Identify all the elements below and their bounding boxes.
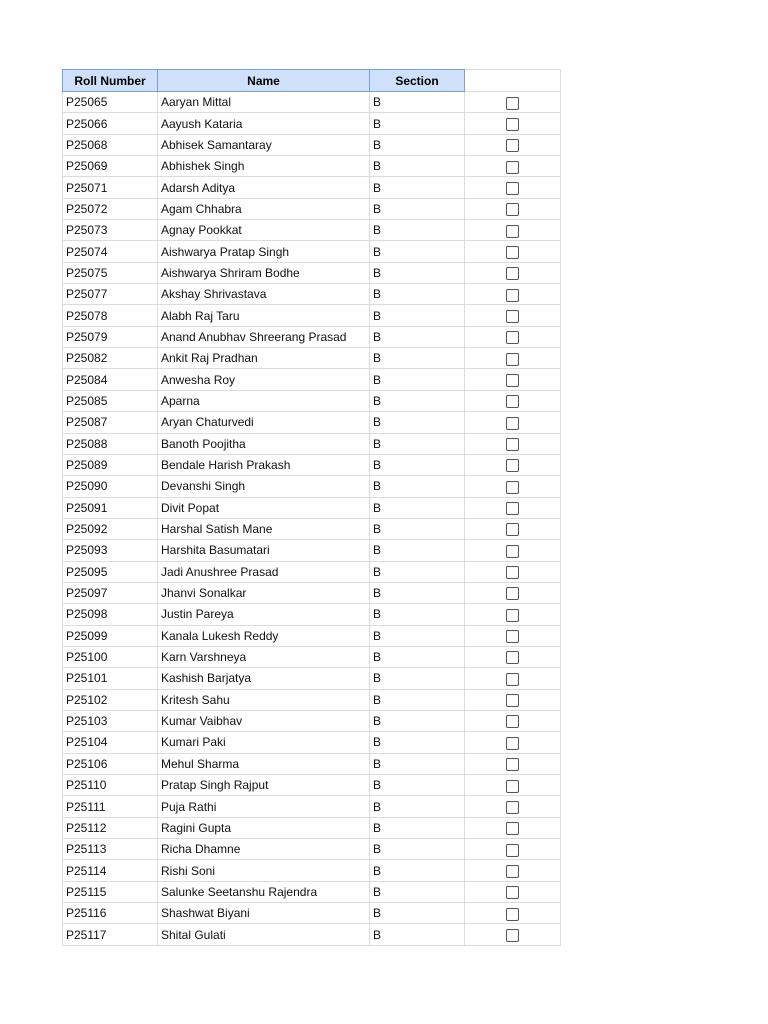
checkbox-cell [465,305,561,326]
section-cell: B [370,625,465,646]
attendance-checkbox-icon[interactable] [506,715,519,728]
roll-number-cell: P25088 [63,433,158,454]
student-name-cell: Rishi Soni [158,860,370,881]
roll-number-cell: P25110 [63,775,158,796]
checkbox-cell [465,177,561,198]
checkbox-cell [465,689,561,710]
checkbox-cell [465,476,561,497]
checkbox-cell [465,625,561,646]
attendance-checkbox-icon[interactable] [506,374,519,387]
roll-number-cell: P25116 [63,903,158,924]
roll-number-cell: P25079 [63,326,158,347]
attendance-checkbox-icon[interactable] [506,161,519,174]
attendance-checkbox-icon[interactable] [506,865,519,878]
checkbox-cell [465,326,561,347]
checkbox-cell [465,860,561,881]
attendance-checkbox-icon[interactable] [506,651,519,664]
roll-number-cell: P25090 [63,476,158,497]
checkbox-cell [465,348,561,369]
table-row [63,625,561,646]
table-row [63,881,561,902]
checkbox-cell [465,582,561,603]
attendance-checkbox-icon[interactable] [506,694,519,707]
checkbox-header [465,70,561,92]
section-cell: B [370,113,465,134]
section-cell: B [370,476,465,497]
student-name-cell: Aparna [158,390,370,411]
attendance-checkbox-icon[interactable] [506,673,519,686]
checkbox-cell [465,604,561,625]
section-cell: B [370,220,465,241]
table-row [63,497,561,518]
student-name-cell: Kanala Lukesh Reddy [158,625,370,646]
attendance-checkbox-icon[interactable] [506,139,519,152]
student-name-cell: Mehul Sharma [158,753,370,774]
table-row [63,92,561,113]
table-row [63,775,561,796]
checkbox-cell [465,561,561,582]
attendance-checkbox-icon[interactable] [506,566,519,579]
roll-number-cell: P25065 [63,92,158,113]
student-name-cell: Justin Pareya [158,604,370,625]
section-cell: B [370,134,465,155]
table-row [63,433,561,454]
roll-number-cell: P25084 [63,369,158,390]
attendance-checkbox-icon[interactable] [506,587,519,600]
student-name-cell: Shashwat Biyani [158,903,370,924]
checkbox-cell [465,903,561,924]
roll-number-cell: P25100 [63,646,158,667]
section-cell: B [370,177,465,198]
section-cell: B [370,903,465,924]
attendance-checkbox-icon[interactable] [506,822,519,835]
table-row [63,198,561,219]
checkbox-cell [465,796,561,817]
checkbox-cell [465,732,561,753]
attendance-checkbox-icon[interactable] [506,801,519,814]
roll-number-cell: P25068 [63,134,158,155]
attendance-checkbox-icon[interactable] [506,459,519,472]
section-cell: B [370,775,465,796]
checkbox-cell [465,497,561,518]
section-cell: B [370,433,465,454]
student-name-cell: Puja Rathi [158,796,370,817]
table-row [63,860,561,881]
checkbox-cell [465,710,561,731]
attendance-checkbox-icon[interactable] [506,630,519,643]
attendance-checkbox-icon[interactable] [506,929,519,942]
section-cell: B [370,284,465,305]
roll-number-cell: P25111 [63,796,158,817]
section-cell: B [370,497,465,518]
attendance-sheet [62,69,560,946]
table-row [63,732,561,753]
roll-number-cell: P25112 [63,817,158,838]
student-name-cell: Karn Varshneya [158,646,370,667]
checkbox-cell [465,881,561,902]
roll-number-cell: P25087 [63,412,158,433]
checkbox-cell [465,775,561,796]
attendance-checkbox-icon[interactable] [506,246,519,259]
student-name-cell: Kumari Paki [158,732,370,753]
roll-number-cell: P25075 [63,262,158,283]
checkbox-cell [465,113,561,134]
table-row [63,220,561,241]
roll-number-cell: P25103 [63,710,158,731]
table-row [63,582,561,603]
attendance-checkbox-icon[interactable] [506,353,519,366]
section-cell: B [370,326,465,347]
section-cell: B [370,198,465,219]
student-name-cell: Akshay Shrivastava [158,284,370,305]
attendance-checkbox-icon[interactable] [506,780,519,793]
section-cell: B [370,646,465,667]
table-row [63,540,561,561]
section-cell: B [370,540,465,561]
student-name-cell: Harshita Basumatari [158,540,370,561]
student-name-cell: Agnay Pookkat [158,220,370,241]
table-row [63,903,561,924]
roll-number-cell: P25114 [63,860,158,881]
attendance-checkbox-icon[interactable] [506,737,519,750]
attendance-checkbox-icon[interactable] [506,417,519,430]
table-row [63,241,561,262]
attendance-checkbox-icon[interactable] [506,182,519,195]
table-row [63,518,561,539]
student-name-cell: Agam Chhabra [158,198,370,219]
student-name-cell: Adarsh Aditya [158,177,370,198]
student-name-cell: Jhanvi Sonalkar [158,582,370,603]
table-row [63,689,561,710]
table-row [63,262,561,283]
section-cell: B [370,369,465,390]
table-row [63,284,561,305]
section-cell: B [370,262,465,283]
table-row [63,369,561,390]
section-cell: B [370,604,465,625]
table-row [63,710,561,731]
table-row [63,454,561,475]
attendance-checkbox-icon[interactable] [506,203,519,216]
attendance-checkbox-icon[interactable] [506,908,519,921]
table-row [63,561,561,582]
roll-number-cell: P25106 [63,753,158,774]
table-row [63,817,561,838]
attendance-checkbox-icon[interactable] [506,609,519,622]
attendance-checkbox-icon[interactable] [506,523,519,536]
student-name-cell: Banoth Poojitha [158,433,370,454]
attendance-checkbox-icon[interactable] [506,438,519,451]
section-cell: B [370,732,465,753]
student-name-cell: Anwesha Roy [158,369,370,390]
table-row [63,156,561,177]
checkbox-cell [465,433,561,454]
attendance-checkbox-icon[interactable] [506,886,519,899]
section-cell: B [370,689,465,710]
section-cell: B [370,924,465,945]
table-row [63,924,561,945]
checkbox-cell [465,839,561,860]
name-header: Name [158,70,370,92]
section-cell: B [370,390,465,411]
student-name-cell: Aishwarya Pratap Singh [158,241,370,262]
student-name-cell: Salunke Seetanshu Rajendra [158,881,370,902]
roll-number-cell: P25117 [63,924,158,945]
table-row [63,476,561,497]
attendance-checkbox-icon[interactable] [506,331,519,344]
roll-number-cell: P25072 [63,198,158,219]
student-name-cell: Aaryan Mittal [158,92,370,113]
student-name-cell: Alabh Raj Taru [158,305,370,326]
roll-number-cell: P25085 [63,390,158,411]
roster-table [62,69,561,946]
student-name-cell: Pratap Singh Rajput [158,775,370,796]
section-cell: B [370,92,465,113]
checkbox-cell [465,220,561,241]
roll-number-cell: P25092 [63,518,158,539]
checkbox-cell [465,284,561,305]
roll-number-cell: P25098 [63,604,158,625]
checkbox-cell [465,454,561,475]
roll-number-cell: P25077 [63,284,158,305]
section-cell: B [370,348,465,369]
table-row [63,348,561,369]
roll-number-cell: P25102 [63,689,158,710]
attendance-checkbox-icon[interactable] [506,844,519,857]
attendance-checkbox-icon[interactable] [506,395,519,408]
roll-number-cell: P25104 [63,732,158,753]
student-name-cell: Abhisek Samantaray [158,134,370,155]
roll-number-cell: P25069 [63,156,158,177]
student-name-cell: Kumar Vaibhav [158,710,370,731]
attendance-checkbox-icon[interactable] [506,225,519,238]
section-cell: B [370,412,465,433]
attendance-checkbox-icon[interactable] [506,481,519,494]
header-row [63,70,561,92]
section-cell: B [370,796,465,817]
table-row [63,177,561,198]
roll-number-header: Roll Number [63,70,158,92]
student-name-cell: Ankit Raj Pradhan [158,348,370,369]
roll-number-cell: P25099 [63,625,158,646]
section-cell: B [370,710,465,731]
student-name-cell: Kritesh Sahu [158,689,370,710]
roll-number-cell: P25073 [63,220,158,241]
roll-number-cell: P25066 [63,113,158,134]
attendance-checkbox-icon[interactable] [506,267,519,280]
student-name-cell: Bendale Harish Prakash [158,454,370,475]
student-name-cell: Anand Anubhav Shreerang Prasad [158,326,370,347]
table-row [63,134,561,155]
checkbox-cell [465,540,561,561]
roll-number-cell: P25082 [63,348,158,369]
student-name-cell: Kashish Barjatya [158,668,370,689]
student-name-cell: Aryan Chaturvedi [158,412,370,433]
checkbox-cell [465,390,561,411]
table-row [63,646,561,667]
roll-number-cell: P25113 [63,839,158,860]
table-row [63,839,561,860]
roll-number-cell: P25093 [63,540,158,561]
student-name-cell: Richa Dhamne [158,839,370,860]
roll-number-cell: P25095 [63,561,158,582]
roll-number-cell: P25091 [63,497,158,518]
checkbox-cell [465,668,561,689]
checkbox-cell [465,262,561,283]
section-cell: B [370,839,465,860]
section-cell: B [370,518,465,539]
section-cell: B [370,753,465,774]
attendance-checkbox-icon[interactable] [506,118,519,131]
checkbox-cell [465,369,561,390]
section-cell: B [370,454,465,475]
roster-body [63,92,561,946]
roll-number-cell: P25097 [63,582,158,603]
attendance-checkbox-icon[interactable] [506,502,519,515]
student-name-cell: Divit Popat [158,497,370,518]
attendance-checkbox-icon[interactable] [506,545,519,558]
section-cell: B [370,582,465,603]
roll-number-cell: P25078 [63,305,158,326]
attendance-checkbox-icon[interactable] [506,758,519,771]
roll-number-cell: P25115 [63,881,158,902]
attendance-checkbox-icon[interactable] [506,310,519,323]
table-row [63,326,561,347]
checkbox-cell [465,156,561,177]
checkbox-cell [465,753,561,774]
checkbox-cell [465,198,561,219]
checkbox-cell [465,518,561,539]
section-cell: B [370,561,465,582]
roll-number-cell: P25071 [63,177,158,198]
roll-number-cell: P25101 [63,668,158,689]
checkbox-cell [465,817,561,838]
table-row [63,113,561,134]
section-cell: B [370,817,465,838]
section-cell: B [370,156,465,177]
student-name-cell: Devanshi Singh [158,476,370,497]
section-cell: B [370,241,465,262]
table-row [63,412,561,433]
table-row [63,604,561,625]
section-cell: B [370,668,465,689]
roll-number-cell: P25074 [63,241,158,262]
table-row [63,305,561,326]
student-name-cell: Aayush Kataria [158,113,370,134]
checkbox-cell [465,134,561,155]
attendance-checkbox-icon[interactable] [506,97,519,110]
section-cell: B [370,860,465,881]
table-row [63,668,561,689]
student-name-cell: Abhishek Singh [158,156,370,177]
checkbox-cell [465,924,561,945]
student-name-cell: Ragini Gupta [158,817,370,838]
section-cell: B [370,305,465,326]
checkbox-cell [465,646,561,667]
student-name-cell: Aishwarya Shriram Bodhe [158,262,370,283]
checkbox-cell [465,241,561,262]
section-cell: B [370,881,465,902]
table-row [63,753,561,774]
table-row [63,796,561,817]
student-name-cell: Jadi Anushree Prasad [158,561,370,582]
section-header: Section [370,70,465,92]
checkbox-cell [465,92,561,113]
roll-number-cell: P25089 [63,454,158,475]
attendance-checkbox-icon[interactable] [506,289,519,302]
checkbox-cell [465,412,561,433]
student-name-cell: Shital Gulati [158,924,370,945]
table-row [63,390,561,411]
student-name-cell: Harshal Satish Mane [158,518,370,539]
